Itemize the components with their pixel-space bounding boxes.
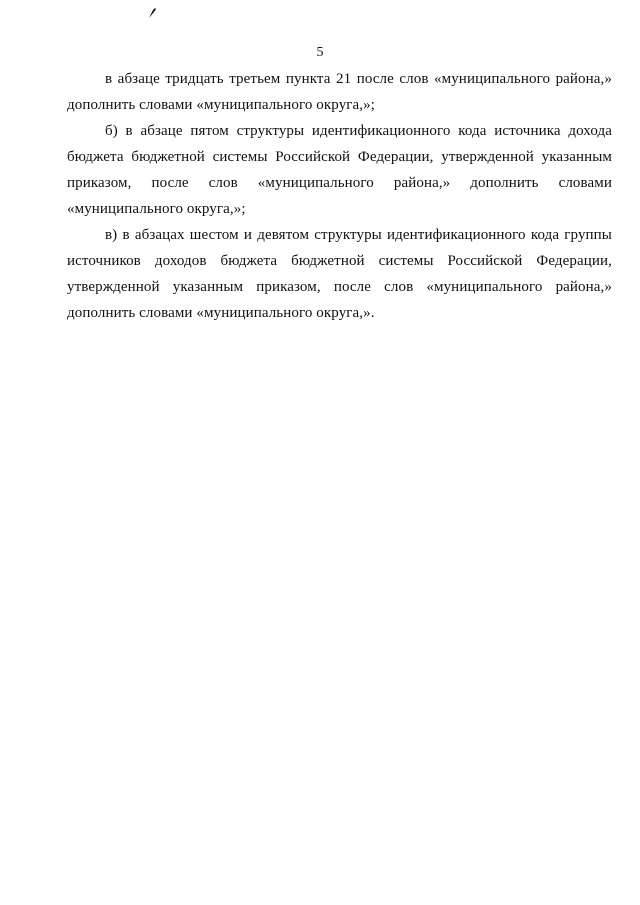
page-number: 5 xyxy=(316,45,324,60)
paragraph-v: в) в абзацах шестом и девятом структуры идентификационного кода группы источников доходов бюджета бюджетной системы Российской Федерации, утвержденной указанным приказом, после слов «муниципального района,» дополнить словами «муниципального округа,». xyxy=(67,227,612,321)
paragraph-a: в абзаце тридцать третьем пункта 21 после слов «муниципального района,» дополнить словами «муниципального округа,»; xyxy=(67,71,612,113)
document-body xyxy=(67,66,612,326)
scan-mark-icon xyxy=(146,6,160,20)
paragraph-b: б) в абзаце пятом структуры идентификационного кода источника дохода бюджета бюджетной системы Российской Федерации, утвержденной указанным приказом, после слов «муниципального района,» дополнить словами «муниципального округа,»; xyxy=(67,123,612,217)
